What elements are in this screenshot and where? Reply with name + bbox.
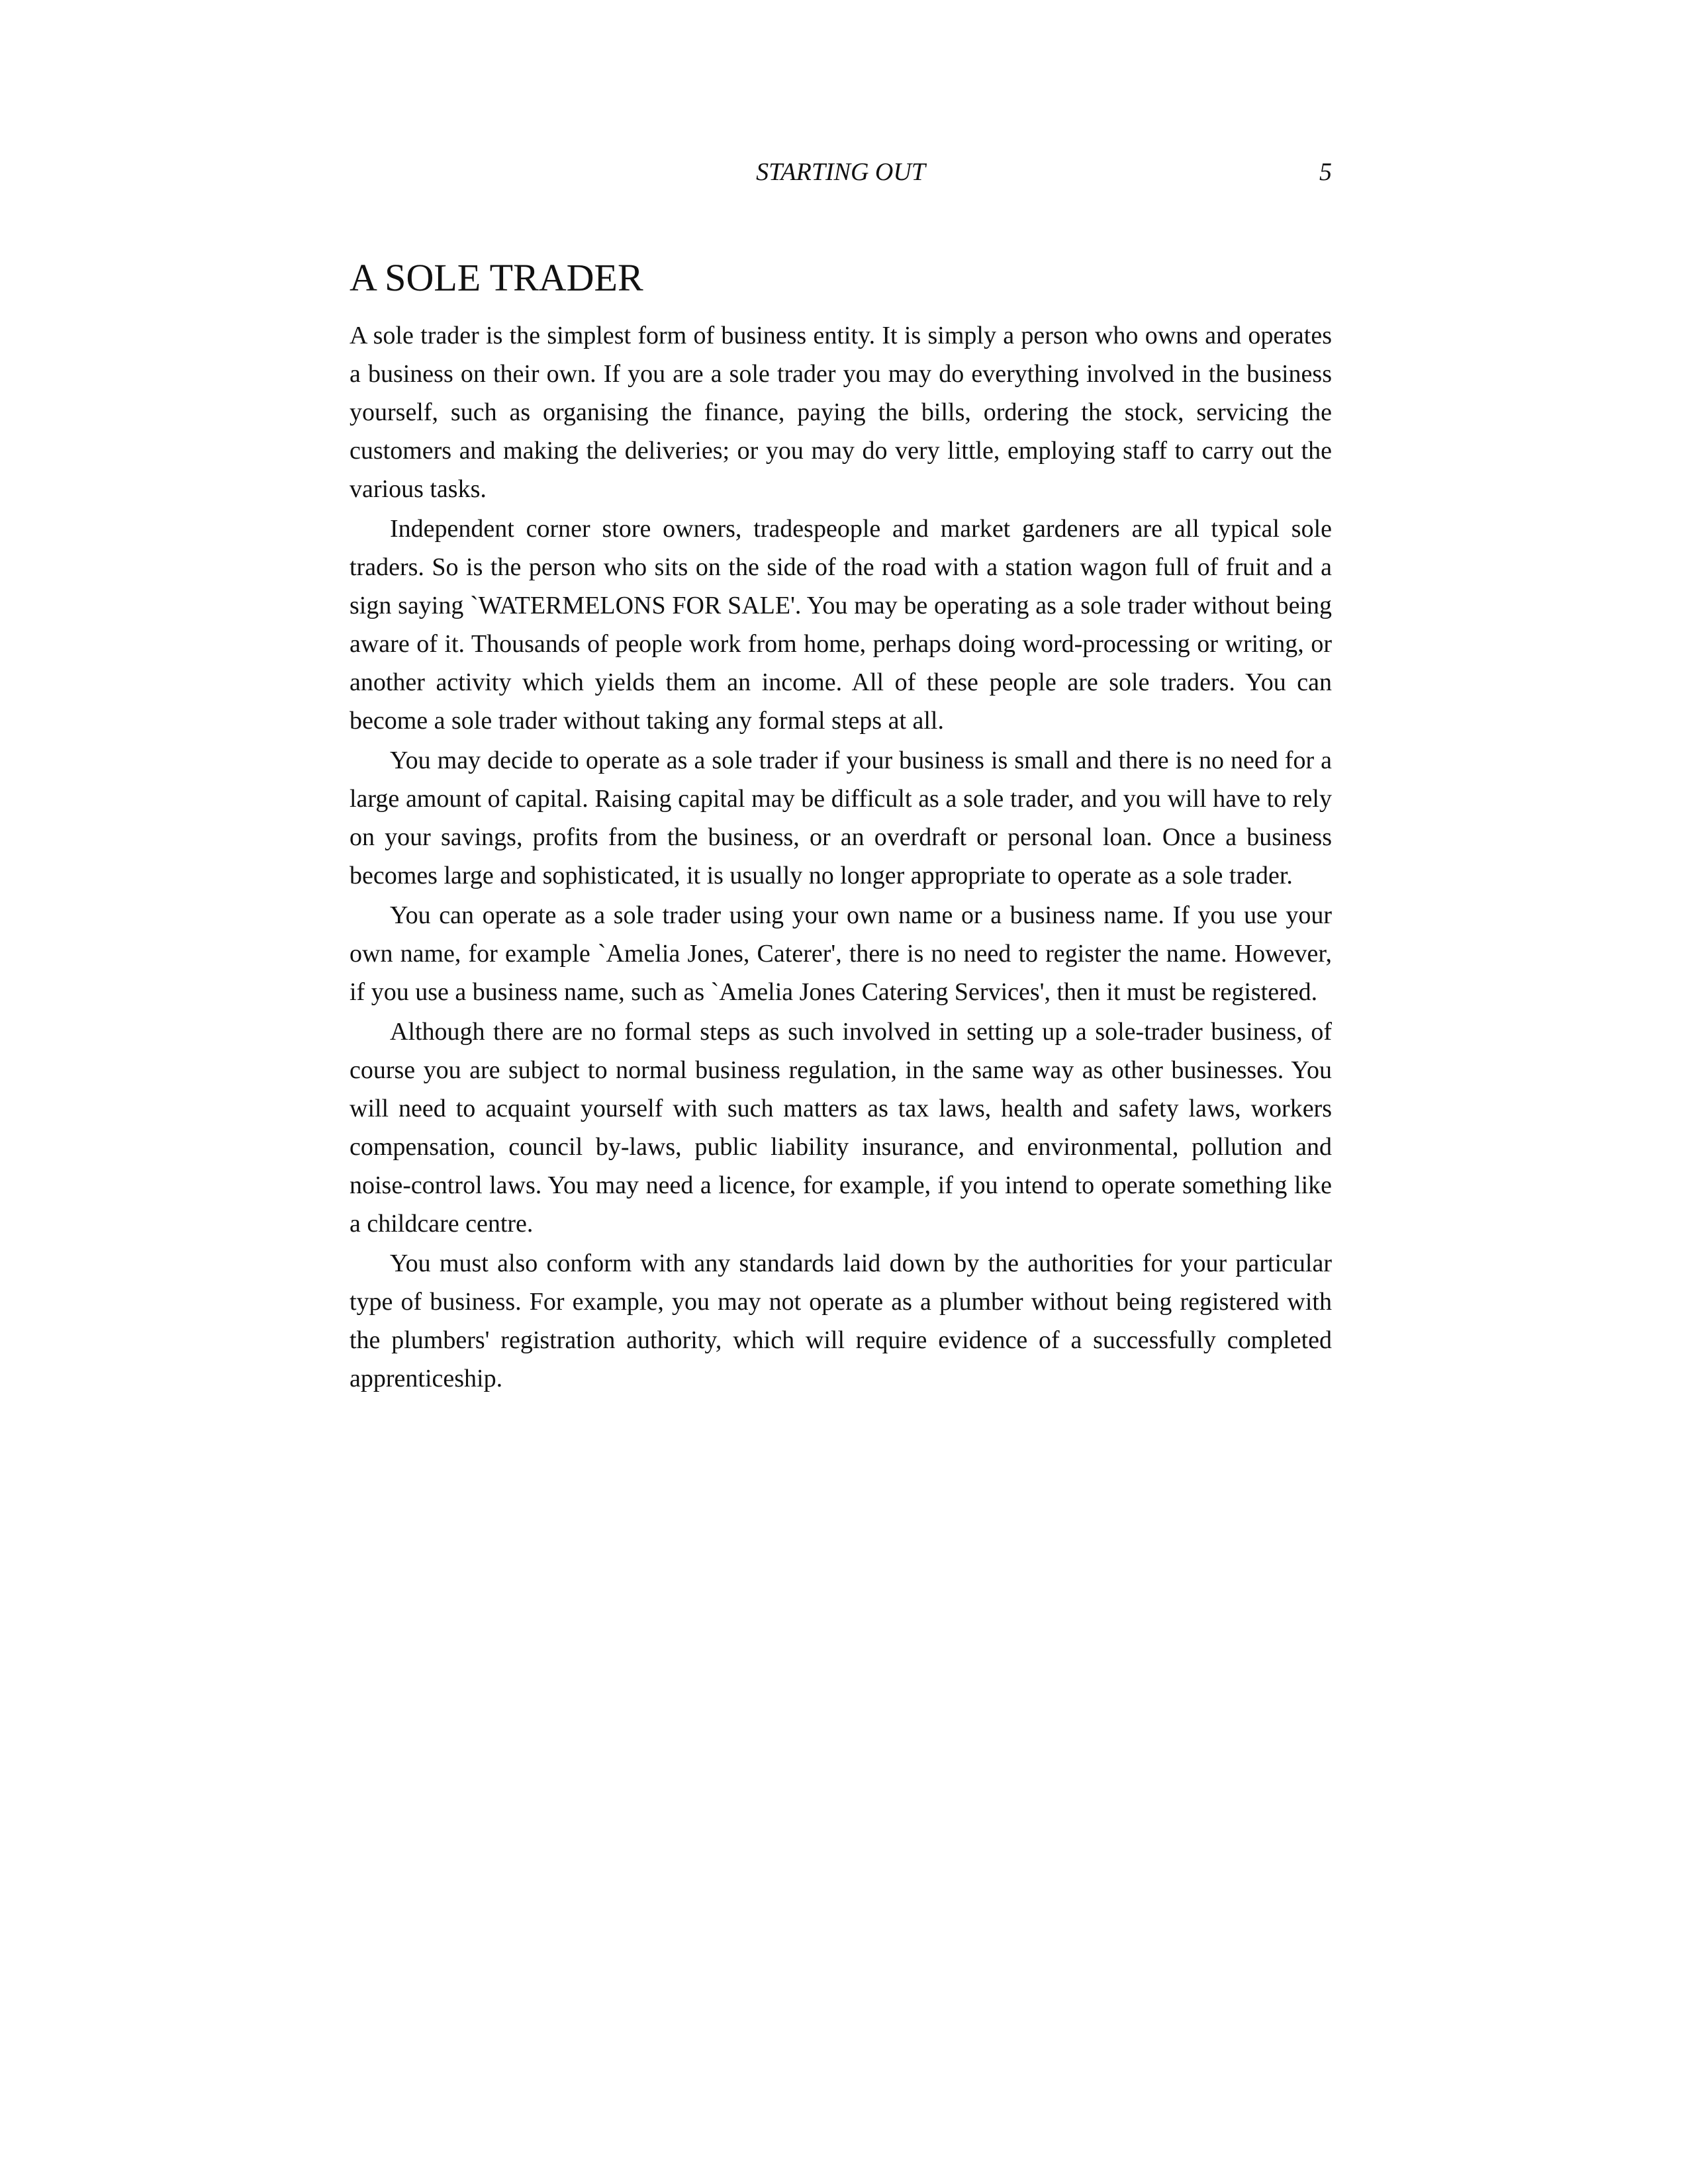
paragraph: You can operate as a sole trader using your own name or a business name. If you use your own name, for example `Amelia Jones, Caterer', there is no need to register the name. However, if you use a business name, such as `Amelia Jones Catering Services', then it must be registered.: [350, 901, 1332, 1006]
paragraph: You may decide to operate as a sole trader if your business is small and there is no need for a large amount of capital. Raising capital may be difficult as a sole trader, and you will have to rely on your savings, profits from the business, or an overdraft or personal loan. Once a business becomes large and sophisticated, it is usually no longer appropriate to operate as a sole trader.: [350, 747, 1332, 889]
paragraph: You must also conform with any standards laid down by the authorities for your particular type of business. For example, you may not operate as a plumber without being registered with the plumbers' registration authority, which will require evidence of a successfully completed apprenticeship.: [350, 1250, 1332, 1392]
section-heading: A SOLE TRADER: [350, 256, 643, 299]
running-title: STARTING OUT: [756, 158, 925, 186]
body-text: [350, 316, 1332, 1399]
paragraph: Although there are no formal steps as such involved in setting up a sole-trader business, of course you are subject to normal business regulation, in the same way as other businesses. You will need to acquaint yourself with such matters as tax laws, health and safety laws, workers compensation, council by-laws, public liability insurance, and environmental, pollution and noise-control laws. You may need a licence, for example, if you intend to operate something like a childcare centre.: [350, 1018, 1332, 1238]
paragraph: A sole trader is the simplest form of business entity. It is simply a person who owns and operates a business on their own. If you are a sole trader you may do everything involved in the business yourself, such as organising the finance, paying the bills, ordering the stock, servicing the customers and making the deliveries; or you may do very little, employing staff to carry out the various tasks.: [350, 322, 1332, 503]
running-header: [350, 158, 1332, 197]
paragraph: Independent corner store owners, tradespeople and market gardeners are all typical sole traders. So is the person who sits on the side of the road with a station wagon full of fruit and a sign saying `WATERMELONS FOR SALE'. You may be operating as a sole trader without being aware of it. Thousands of people work from home, perhaps doing word-processing or writing, or another activity which yields them an income. All of these people are sole traders. You can become a sole trader without taking any formal steps at all.: [350, 515, 1332, 735]
page-number: 5: [1319, 158, 1332, 186]
